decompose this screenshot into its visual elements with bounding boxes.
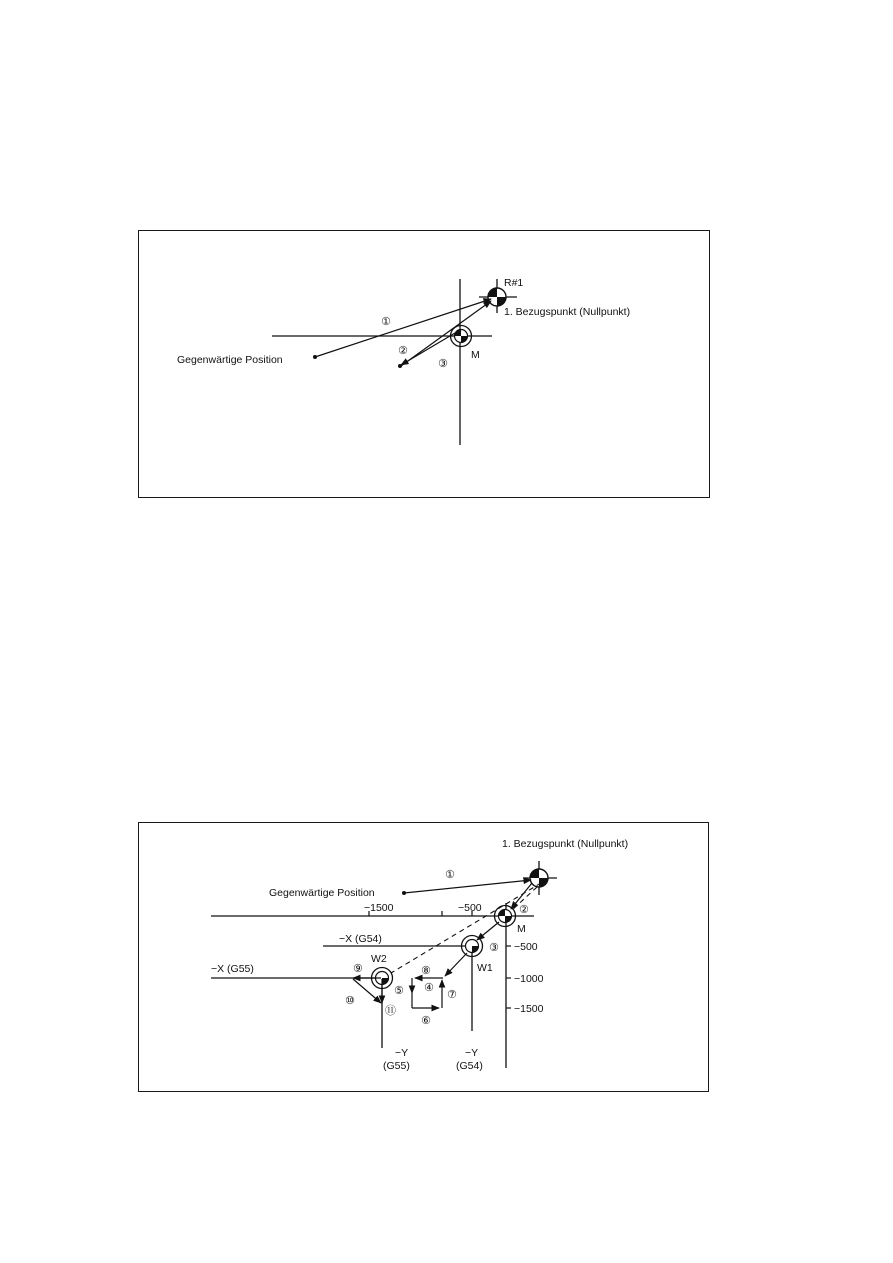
step-label-10: ⑩ <box>345 995 355 1007</box>
axis-label-y-g54-line2: (G54) <box>456 1060 483 1072</box>
machine-zero-label: M <box>517 923 526 935</box>
axis-label-y-g55-line2: (G55) <box>383 1060 410 1072</box>
axis-label-y-g55-line1: −Y <box>395 1047 409 1059</box>
step-label-11: ⑪ <box>385 1005 396 1017</box>
current-position-label: Gegenwärtige Position <box>177 354 283 366</box>
axis-label-x-g55: −X (G55) <box>211 963 254 975</box>
diagram-1-canvas <box>139 231 709 497</box>
step-label-9: ⑨ <box>353 963 363 975</box>
x-tick-label-500: −500 <box>458 902 482 914</box>
reference-point-symbol <box>523 861 557 895</box>
arrow-step-1 <box>404 880 531 893</box>
step-label-1: ① <box>381 316 391 328</box>
axis-label-x-g54: −X (G54) <box>339 933 382 945</box>
workpiece-zero-w1-label: W1 <box>477 962 493 974</box>
ref-point-tag: R#1 <box>504 277 524 289</box>
axis-label-y-g54-line1: −Y <box>465 1047 479 1059</box>
x-tick-label-1500: −1500 <box>364 902 394 914</box>
step-label-6: ⑥ <box>421 1015 431 1027</box>
step-label-1: ① <box>445 869 455 881</box>
step-label-7: ⑦ <box>447 989 457 1001</box>
figure-reference-return <box>138 230 710 498</box>
step-label-4: ④ <box>424 982 434 994</box>
step-label-3: ③ <box>438 358 448 370</box>
y-tick-label-500: −500 <box>514 941 538 953</box>
ref-point-label: 1. Bezugspunkt (Nullpunkt) <box>504 306 631 318</box>
diagram-2-canvas <box>139 823 708 1091</box>
arrow-step-3 <box>477 922 499 940</box>
step-label-2: ② <box>519 904 529 916</box>
step-label-2: ② <box>398 345 408 357</box>
step-label-8: ⑧ <box>421 965 431 977</box>
step-label-3: ③ <box>489 942 499 954</box>
figure-workpiece-coordinates <box>138 822 709 1092</box>
y-tick-label-1000: −1000 <box>514 973 544 985</box>
step-label-5: ⑤ <box>394 985 404 997</box>
machine-zero-label: M <box>471 349 480 361</box>
y-tick-label-1500: −1500 <box>514 1003 544 1015</box>
workpiece-zero-w2-label: W2 <box>371 953 387 965</box>
arrow-step-3b <box>445 953 467 976</box>
ref-point-label: 1. Bezugspunkt (Nullpunkt) <box>502 838 629 850</box>
current-position-label: Gegenwärtige Position <box>269 887 375 899</box>
